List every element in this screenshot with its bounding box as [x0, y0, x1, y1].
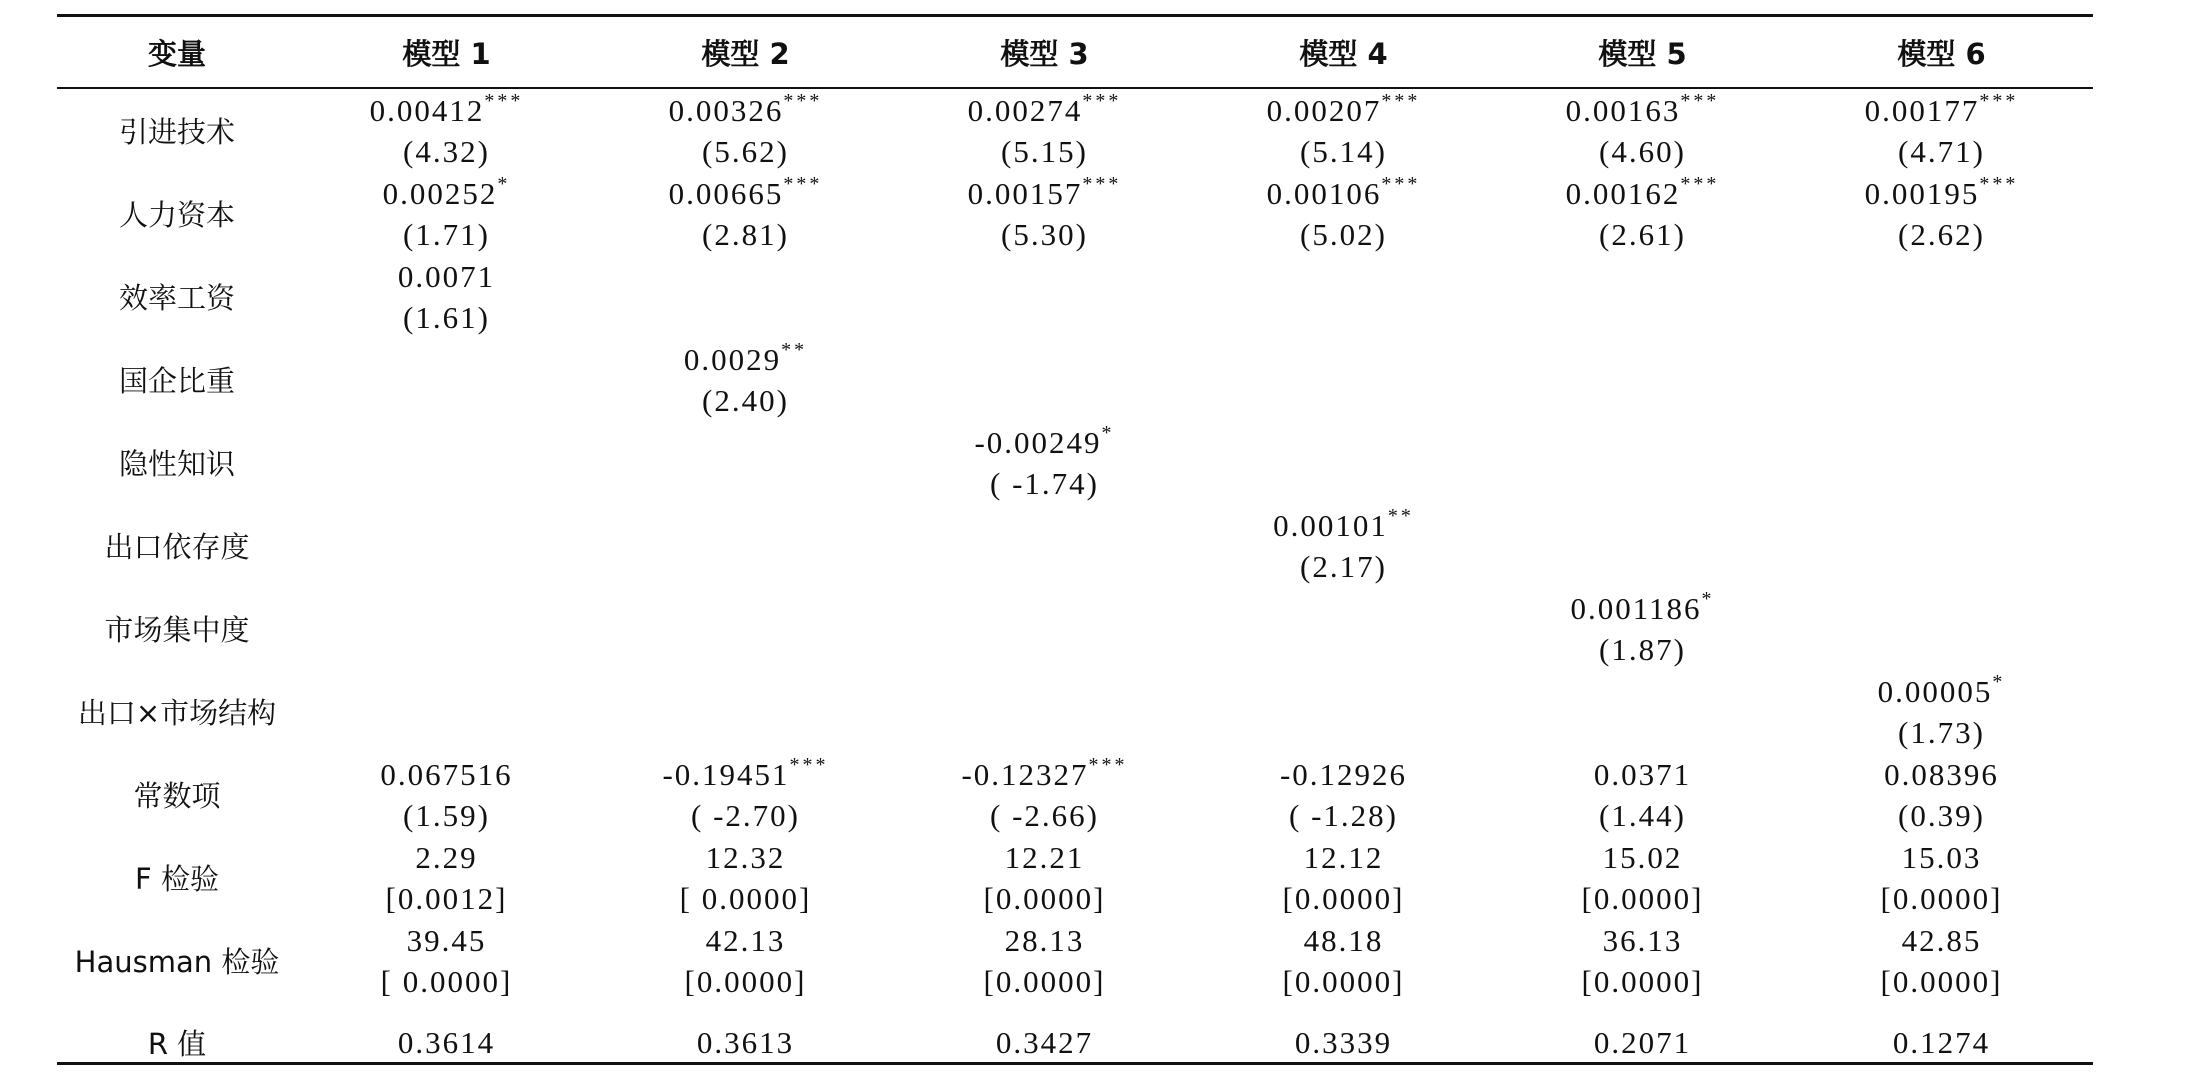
table-cell — [297, 920, 596, 1002]
coefficient-number: 0.00106 — [1266, 175, 1382, 211]
table-cell — [596, 339, 895, 421]
table-cell — [895, 422, 1194, 504]
significance-stars: *** — [1680, 172, 1720, 195]
coefficient-value — [895, 754, 1194, 795]
coefficient-number: -0.12327 — [961, 756, 1089, 792]
table-cell — [297, 754, 596, 836]
coefficient-value — [1792, 671, 2091, 712]
significance-stars: *** — [1381, 89, 1421, 112]
table-cell — [596, 920, 895, 1002]
statistic-value: [0.0000] — [1581, 880, 1704, 916]
significance-stars: * — [497, 172, 511, 195]
coefficient-number: 12.32 — [705, 839, 786, 875]
coefficient-number: 42.13 — [705, 922, 786, 958]
table-bottom-rule — [57, 1062, 2093, 1065]
table-cell — [1194, 1022, 1493, 1063]
statistic-value: [0.0000] — [983, 963, 1106, 999]
coefficient-number: -0.19451 — [662, 756, 790, 792]
significance-stars: *** — [783, 89, 823, 112]
header-model-2: 模型 2 — [701, 36, 790, 71]
statistic-value: (1.59) — [403, 797, 490, 833]
coefficient-number: 0.00665 — [668, 175, 784, 211]
coefficient-number: 0.00101 — [1273, 507, 1388, 543]
coefficient-number: 36.13 — [1602, 922, 1683, 958]
statistic-value: (5.14) — [1300, 133, 1387, 169]
table-row — [57, 504, 2093, 587]
coefficient-number: 0.00412 — [369, 92, 485, 128]
coefficient-value — [1493, 1022, 1792, 1063]
row-label: 人力资本 — [118, 198, 235, 232]
table-cell — [1792, 837, 2091, 919]
coefficient-value — [895, 920, 1194, 961]
coefficient-value — [895, 837, 1194, 878]
statistic-value: (2.40) — [702, 382, 789, 418]
table-row — [57, 836, 2093, 919]
table-row — [57, 172, 2093, 255]
coefficient-number: 39.45 — [406, 922, 487, 958]
statistic-value: ( -2.70) — [691, 797, 800, 833]
coefficient-value — [1493, 588, 1792, 629]
coefficient-value — [895, 422, 1194, 463]
significance-stars: * — [1101, 421, 1115, 444]
table-cell — [297, 90, 596, 172]
coefficient-number: 0.1274 — [1892, 1024, 1991, 1060]
coefficient-number: 0.3339 — [1294, 1024, 1393, 1060]
row-label: 国企比重 — [118, 364, 235, 398]
statistic-value: [0.0012] — [385, 880, 508, 916]
table-cell — [297, 256, 596, 338]
coefficient-value — [297, 1022, 596, 1063]
significance-stars: ** — [781, 338, 808, 361]
coefficient-value — [1792, 173, 2091, 214]
table-cell — [895, 920, 1194, 1002]
statistic-value: (2.61) — [1599, 216, 1686, 252]
statistic-value: (2.81) — [702, 216, 789, 252]
statistic-value: (4.32) — [403, 133, 490, 169]
statistic-value: ( -2.66) — [990, 797, 1099, 833]
table-row — [57, 670, 2093, 753]
row-label: F 检验 — [135, 862, 219, 896]
coefficient-number: 0.3613 — [696, 1024, 795, 1060]
coefficient-value — [297, 837, 596, 878]
coefficient-value — [895, 1022, 1194, 1063]
coefficient-number: -0.00249 — [974, 424, 1102, 460]
table-cell — [1792, 754, 2091, 836]
table-cell — [596, 754, 895, 836]
row-label: 出口×市场结构 — [77, 696, 277, 730]
row-label: 效率工资 — [118, 281, 235, 315]
significance-stars: *** — [789, 753, 829, 776]
significance-stars: *** — [1082, 172, 1122, 195]
coefficient-number: 0.00252 — [382, 175, 498, 211]
coefficient-value — [895, 90, 1194, 131]
coefficient-number: 0.2071 — [1593, 1024, 1692, 1060]
statistic-value: (5.62) — [702, 133, 789, 169]
coefficient-value — [596, 90, 895, 131]
table-cell — [1792, 920, 2091, 1002]
table-cell — [1493, 90, 1792, 172]
significance-stars: *** — [484, 89, 524, 112]
table-row — [57, 421, 2093, 504]
statistic-value: ( -1.74) — [990, 465, 1099, 501]
coefficient-number: 0.0071 — [397, 258, 496, 294]
coefficient-number: 2.29 — [415, 839, 478, 875]
coefficient-value — [1792, 837, 2091, 878]
coefficient-value — [1792, 1022, 2091, 1063]
table-cell — [895, 173, 1194, 255]
coefficient-value — [1194, 90, 1493, 131]
table-cell — [596, 1022, 895, 1063]
coefficient-number: 0.00195 — [1864, 175, 1980, 211]
coefficient-number: -0.12926 — [1279, 756, 1408, 792]
coefficient-number: 0.00274 — [967, 92, 1083, 128]
row-label: 市场集中度 — [104, 613, 250, 647]
statistic-value: [ 0.0000] — [679, 880, 812, 916]
table-cell — [1792, 1022, 2091, 1063]
statistic-value: [0.0000] — [1282, 963, 1405, 999]
coefficient-value — [1194, 505, 1493, 546]
table-cell — [1493, 1022, 1792, 1063]
table-cell — [297, 173, 596, 255]
row-label: 常数项 — [133, 779, 221, 813]
significance-stars: *** — [1381, 172, 1421, 195]
coefficient-value — [1493, 754, 1792, 795]
row-label: Hausman 检验 — [74, 945, 280, 979]
table-cell — [1792, 90, 2091, 172]
coefficient-value — [1493, 173, 1792, 214]
significance-stars: *** — [1088, 753, 1128, 776]
coefficient-value — [297, 754, 596, 795]
table-cell — [895, 1022, 1194, 1063]
header-model-3: 模型 3 — [1000, 36, 1089, 71]
significance-stars: ** — [1387, 504, 1414, 527]
coefficient-number: 0.00207 — [1266, 92, 1382, 128]
table-cell — [1194, 505, 1493, 587]
table-cell — [596, 837, 895, 919]
coefficient-number: 0.00177 — [1864, 92, 1980, 128]
coefficient-number: 28.13 — [1004, 922, 1085, 958]
table-cell — [1194, 837, 1493, 919]
row-label: 引进技术 — [118, 115, 235, 149]
table-cell — [1493, 837, 1792, 919]
header-model-1: 模型 1 — [402, 36, 491, 71]
table-row — [57, 338, 2093, 421]
row-label: 隐性知识 — [118, 447, 235, 481]
coefficient-number: 0.3427 — [995, 1024, 1094, 1060]
significance-stars: *** — [783, 172, 823, 195]
table-cell — [1493, 588, 1792, 670]
statistic-value: (2.17) — [1300, 548, 1387, 584]
table-cell — [1493, 754, 1792, 836]
statistic-value: (0.39) — [1898, 797, 1985, 833]
coefficient-number: 0.067516 — [380, 756, 513, 792]
coefficient-number: 0.00163 — [1565, 92, 1681, 128]
coefficient-number: 0.0371 — [1593, 756, 1692, 792]
coefficient-value — [297, 920, 596, 961]
coefficient-number: 0.3614 — [397, 1024, 496, 1060]
coefficient-value — [596, 339, 895, 380]
statistic-value: (1.44) — [1599, 797, 1686, 833]
table-cell — [1792, 173, 2091, 255]
coefficient-number: 15.03 — [1901, 839, 1982, 875]
significance-stars: * — [1992, 670, 2006, 693]
coefficient-number: 12.12 — [1303, 839, 1384, 875]
statistic-value: (5.02) — [1300, 216, 1387, 252]
header-model-5: 模型 5 — [1598, 36, 1687, 71]
table-cell — [596, 173, 895, 255]
table-cell — [297, 837, 596, 919]
coefficient-value — [1493, 920, 1792, 961]
significance-stars: *** — [1082, 89, 1122, 112]
coefficient-number: 42.85 — [1901, 922, 1982, 958]
significance-stars: *** — [1979, 89, 2019, 112]
coefficient-value — [1194, 1022, 1493, 1063]
coefficient-value — [596, 754, 895, 795]
coefficient-number: 0.00162 — [1565, 175, 1681, 211]
coefficient-value — [895, 173, 1194, 214]
coefficient-value — [1792, 90, 2091, 131]
header-model-4: 模型 4 — [1299, 36, 1388, 71]
statistic-value: [0.0000] — [983, 880, 1106, 916]
coefficient-number: 0.00157 — [967, 175, 1083, 211]
statistic-value: (5.30) — [1001, 216, 1088, 252]
statistic-value: [0.0000] — [684, 963, 807, 999]
statistic-value: (1.73) — [1898, 714, 1985, 750]
header-variable: 变量 — [147, 36, 206, 71]
table-row — [57, 587, 2093, 670]
table-row — [57, 89, 2093, 172]
table-cell — [895, 754, 1194, 836]
statistic-value: ( -1.28) — [1289, 797, 1398, 833]
coefficient-number: 0.0029 — [683, 341, 782, 377]
statistic-value: (2.62) — [1898, 216, 1985, 252]
coefficient-value — [297, 256, 596, 297]
statistic-value: [0.0000] — [1880, 880, 2003, 916]
significance-stars: *** — [1680, 89, 1720, 112]
statistic-value: (1.71) — [403, 216, 490, 252]
table-cell — [895, 837, 1194, 919]
table-cell — [1194, 173, 1493, 255]
coefficient-value — [1194, 754, 1493, 795]
statistic-value: (4.71) — [1898, 133, 1985, 169]
table-row — [57, 919, 2093, 1002]
statistic-value: [0.0000] — [1581, 963, 1704, 999]
table-body — [57, 89, 2093, 1082]
statistic-value: [0.0000] — [1880, 963, 2003, 999]
coefficient-value — [596, 1022, 895, 1063]
table-cell — [596, 90, 895, 172]
coefficient-number: 12.21 — [1004, 839, 1085, 875]
statistic-value: (4.60) — [1599, 133, 1686, 169]
coefficient-value — [1792, 754, 2091, 795]
coefficient-number: 0.00326 — [668, 92, 784, 128]
coefficient-number: 0.08396 — [1884, 756, 1999, 792]
table-cell — [1493, 173, 1792, 255]
statistic-value: [ 0.0000] — [380, 963, 513, 999]
coefficient-value — [1194, 920, 1493, 961]
significance-stars: *** — [1979, 172, 2019, 195]
coefficient-value — [1194, 837, 1493, 878]
coefficient-value — [1792, 920, 2091, 961]
coefficient-value — [596, 837, 895, 878]
table-header — [57, 17, 2093, 87]
row-label: R 值 — [147, 1026, 207, 1061]
coefficient-number: 48.18 — [1303, 922, 1384, 958]
coefficient-value — [596, 920, 895, 961]
coefficient-value — [1493, 90, 1792, 131]
statistic-value: (1.87) — [1599, 631, 1686, 667]
table-row — [57, 753, 2093, 836]
table-cell — [1493, 920, 1792, 1002]
statistic-value: (1.61) — [403, 299, 490, 335]
coefficient-value — [1194, 173, 1493, 214]
table-cell — [1194, 920, 1493, 1002]
coefficient-number: 0.001186 — [1570, 590, 1702, 626]
coefficient-value — [596, 173, 895, 214]
coefficient-value — [1493, 837, 1792, 878]
table-cell — [1194, 90, 1493, 172]
table-cell — [895, 90, 1194, 172]
row-label: 出口依存度 — [104, 530, 250, 564]
coefficient-number: 15.02 — [1602, 839, 1683, 875]
statistic-value: [0.0000] — [1282, 880, 1405, 916]
table-cell — [1194, 754, 1493, 836]
table-row — [57, 255, 2093, 338]
table-row — [57, 1002, 2093, 1082]
coefficient-value — [297, 90, 596, 131]
statistic-value: (5.15) — [1001, 133, 1088, 169]
header-model-6: 模型 6 — [1897, 36, 1986, 71]
table-cell — [1792, 671, 2091, 753]
coefficient-number: 0.00005 — [1877, 673, 1993, 709]
significance-stars: * — [1701, 587, 1715, 610]
table-cell — [297, 1022, 596, 1063]
coefficient-value — [297, 173, 596, 214]
